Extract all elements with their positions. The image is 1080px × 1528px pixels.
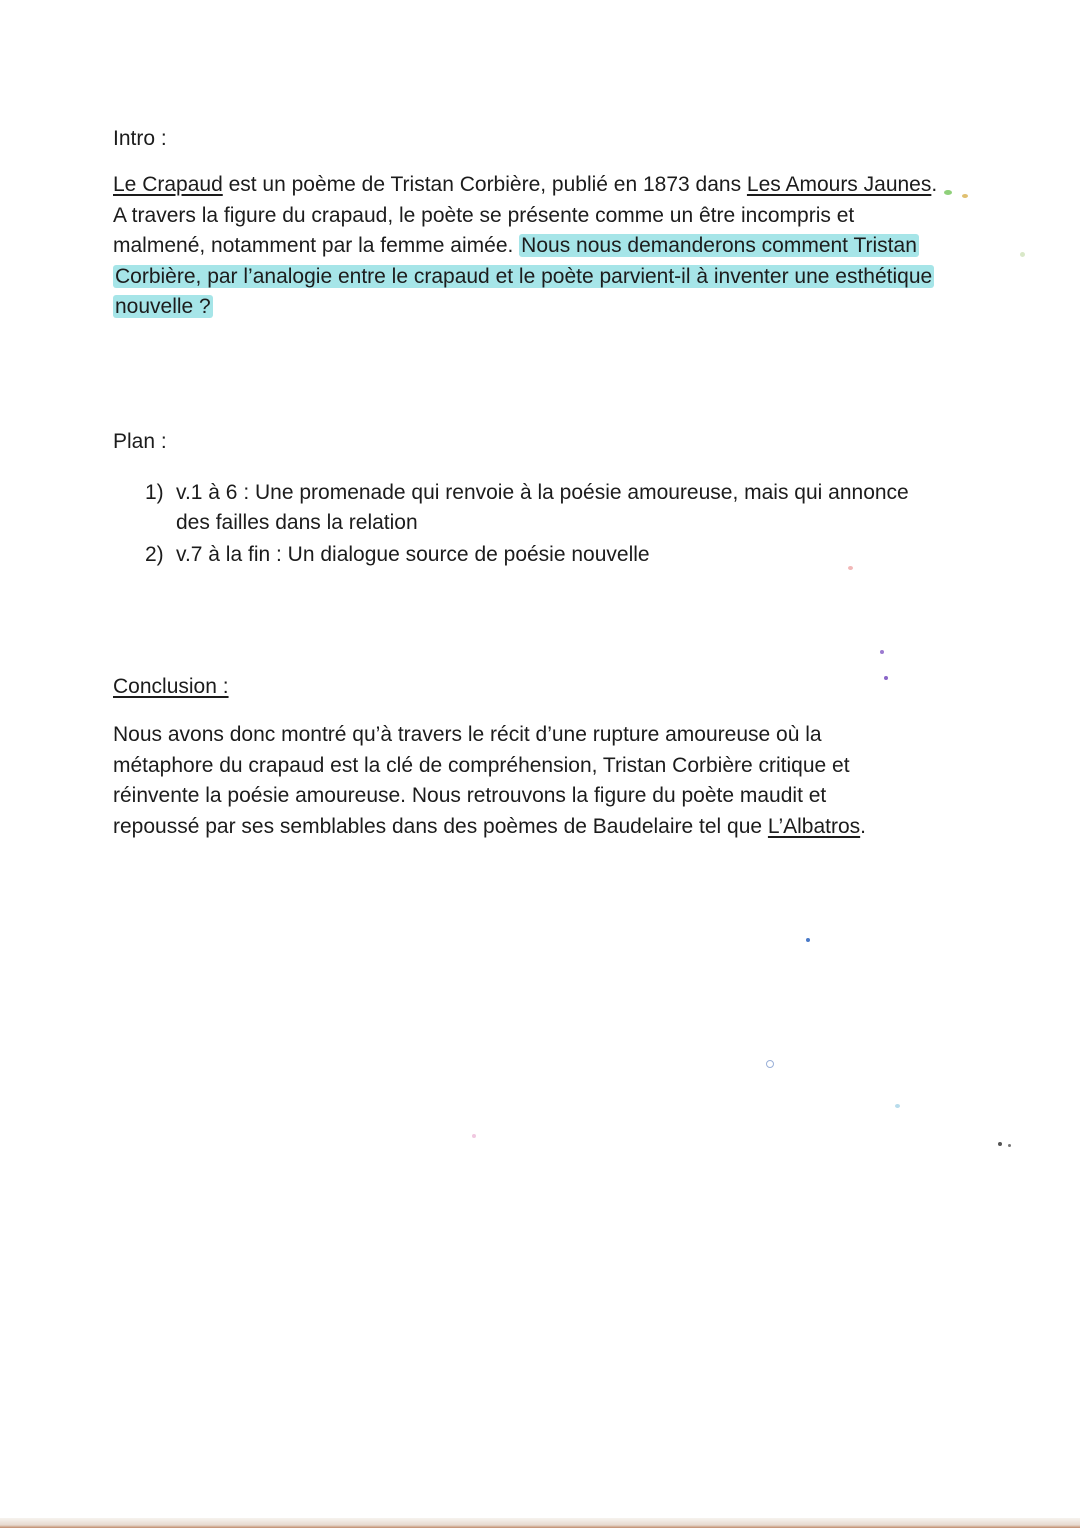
scan-speck [962,194,968,198]
plan-item-1 [145,478,945,537]
scan-speck [766,1060,774,1068]
plan-item-number: 1) [145,481,164,504]
conclusion-text: Nous avons donc montré qu’à travers le récit d’une rupture amoureuse où la métaphore du crapaud est la clé de compréhension, Tristan Corbière critique et réinvente la poésie amoureuse. Nous retrouvons la figure du poète maudit et repoussé par ses semblables dans des poèmes de Baudelaire tel que [113,723,850,838]
intro-paragraph [113,170,943,323]
scan-speck [944,190,952,195]
intro-text-1: est un poème de Tristan Corbière, publié en 1873 dans [222,173,747,196]
intro-text-2: . A travers la figure du crapaud, le poète se présente comme un être incompris et malmené, notamment par la femme aimée. [113,173,938,257]
plan-heading: Plan : [113,430,167,453]
plan-item-2 [145,540,945,570]
intro-heading: Intro : [113,127,167,150]
albatros-reference: L’Albatros [767,814,861,838]
work-title: Le Crapaud [113,173,223,196]
scan-speck [1008,1144,1011,1147]
scan-speck [806,938,810,942]
paper-bottom-edge [0,1518,1080,1528]
scan-speck [895,1104,900,1108]
plan-item-number: 2) [145,543,164,566]
collection-title: Les Amours Jaunes [746,173,932,196]
plan-item-text: v.1 à 6 : Une promenade qui renvoie à la poésie amoureuse, mais qui annonce des failles dans la relation [176,481,909,534]
scan-speck [998,1142,1002,1146]
scan-speck [472,1134,476,1138]
scan-speck [884,676,888,680]
conclusion-heading: Conclusion : [113,675,229,698]
scan-speck [880,650,884,654]
conclusion-paragraph [113,720,913,842]
scan-speck [848,566,853,570]
plan-item-text: v.7 à la fin : Un dialogue source de poésie nouvelle [176,543,650,566]
plan-list [145,478,945,573]
conclusion-end: . [860,814,866,838]
problematique-highlight: Nous nous demanderons comment Tristan Corbière, par l’analogie entre le crapaud et le poète parvient-il à inventer une esthétique nouvelle ? [115,234,933,318]
scan-speck [1020,252,1025,257]
